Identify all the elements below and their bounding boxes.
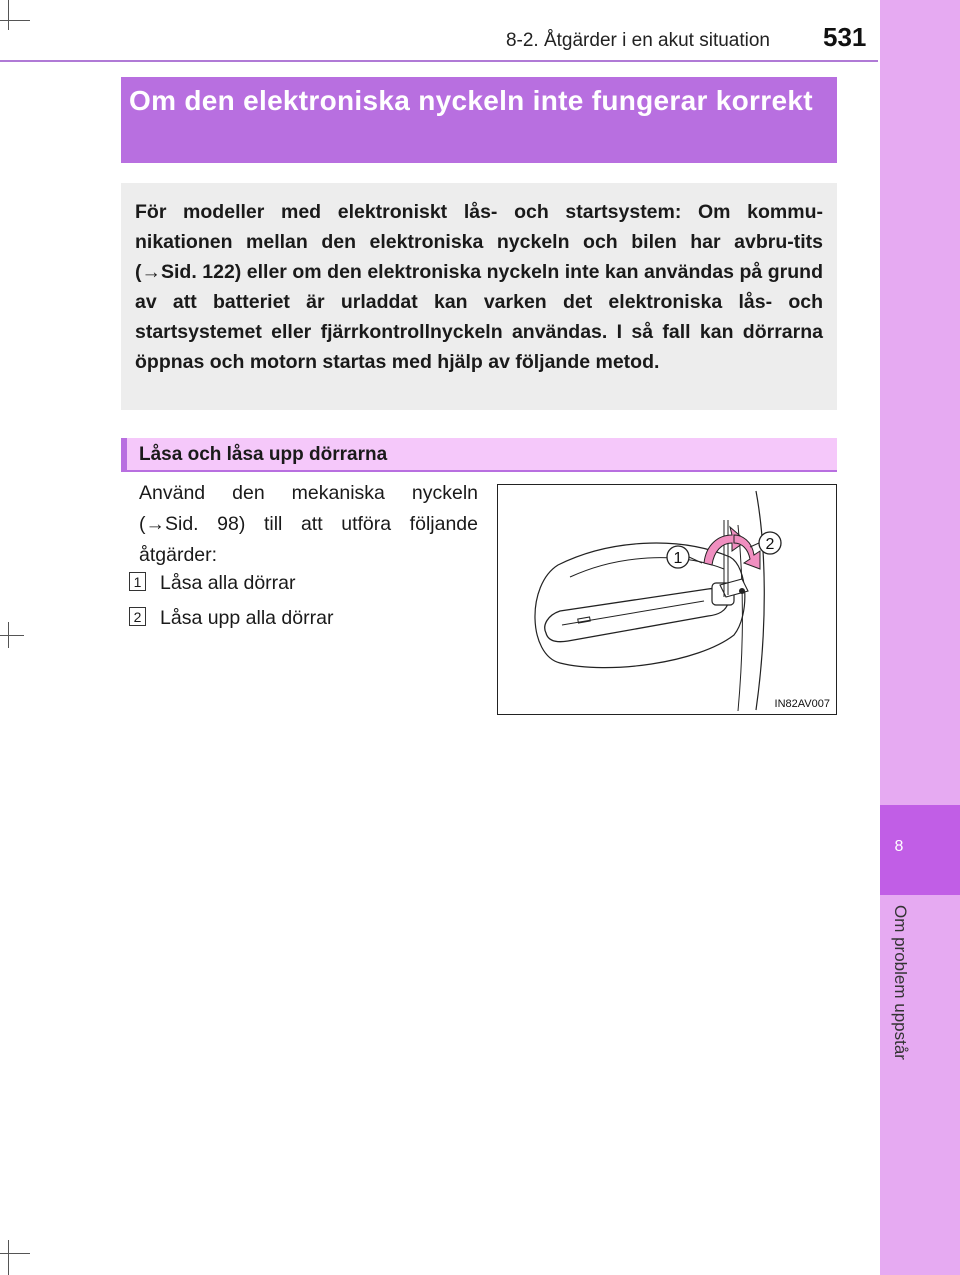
title-banner <box>121 77 837 163</box>
subheading-bar <box>121 438 837 472</box>
section-label: 8-2. Åtgärder i en akut situation <box>505 30 770 51</box>
door-handle-figure <box>497 484 837 715</box>
figure-code: IN82AV007 <box>774 698 830 710</box>
callout-1: 1 <box>673 550 683 567</box>
step-item <box>129 572 296 595</box>
step-text: Låsa alla dörrar <box>160 572 296 594</box>
intro-text: För modeller med elektroniskt lås- och startsystem: Om kommu-nikationen mellan den elektroniska nyckeln och bilen har avbru-tits (→Sid. 122) eller om den elektroniska nyckeln inte kan användas på grund av att batteriet är urladdat kan varken det elektroniska lås- och startsystemet eller fjärrkontrollnyckeln användas. I så fall kan dörrarna öppnas och motorn startas med hjälp av följande metod. <box>135 201 823 373</box>
step-text: Låsa upp alla dörrar <box>160 607 334 629</box>
subheading: Låsa och låsa upp dörrarna <box>139 444 388 465</box>
callout-2: 2 <box>765 536 775 553</box>
body-text: Använd den mekaniska nyckeln (→Sid. 98) till att utföra följande åtgärder: <box>139 482 478 566</box>
intro-box <box>121 183 837 410</box>
step-number: 2 <box>129 607 146 626</box>
chapter-number: 8 <box>894 838 904 855</box>
page-number: 531 <box>823 22 867 52</box>
chapter-title: Om problem uppstår <box>891 905 910 1060</box>
header-rule <box>0 60 878 62</box>
step-item <box>129 607 333 630</box>
step-number: 1 <box>129 572 146 591</box>
page-title: Om den elektroniska nyckeln inte fungerar korrekt <box>129 85 813 116</box>
door-handle-illustration <box>498 485 836 714</box>
